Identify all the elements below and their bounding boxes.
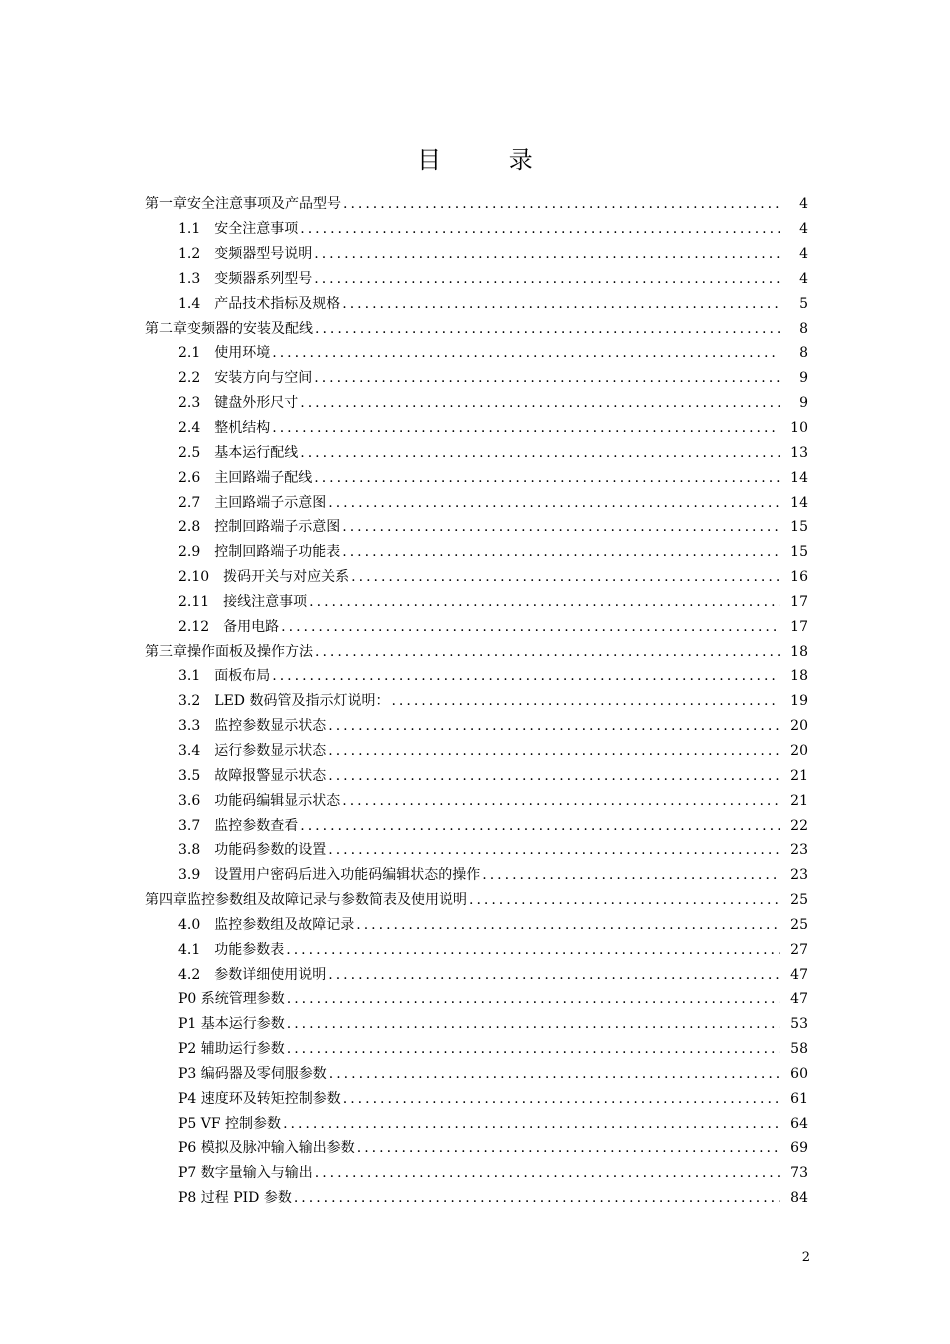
toc-entry-title: P4 速度环及转矩控制参数	[178, 1090, 341, 1107]
toc-entry-page: 69	[790, 1140, 808, 1157]
toc-entry-title: 主回路端子配线	[214, 469, 313, 486]
toc-entry-page: 21	[790, 792, 808, 809]
toc-entry-title: 安全注意事项	[214, 221, 299, 238]
toc-entry-number: 2.1	[178, 345, 201, 362]
toc-entry-label	[178, 817, 298, 835]
toc-dot-leader	[314, 270, 780, 288]
toc-section-entry[interactable]	[145, 465, 808, 490]
toc-entry-page: 18	[790, 668, 808, 685]
toc-entry-number: 2.12	[178, 618, 210, 635]
toc-dot-leader	[469, 891, 780, 909]
toc-dot-leader	[281, 618, 780, 636]
toc-dot-leader	[314, 245, 780, 263]
toc-entry-page: 4	[799, 196, 808, 213]
toc-entry-page: 25	[790, 916, 808, 933]
toc-dot-leader	[287, 1015, 780, 1033]
toc-entry-page: 16	[790, 569, 808, 586]
toc-entry-number: 3.2	[178, 693, 201, 710]
toc-entry-title: 第四章监控参数组及故障记录与参数简表及使用说明	[145, 892, 467, 909]
toc-entry-title: 功能码编辑显示状态	[214, 792, 341, 809]
toc-section-entry[interactable]	[145, 763, 808, 788]
toc-entry-page: 58	[790, 1041, 808, 1058]
toc-entry-title: 键盘外形尺寸	[214, 395, 299, 412]
page-title: 目 录	[417, 146, 563, 174]
toc-entry-number: 4.0	[178, 916, 201, 933]
toc-entry-label	[178, 866, 480, 884]
toc-entry-label	[178, 767, 326, 785]
toc-entry-number: 4.2	[178, 966, 201, 983]
toc-dot-leader	[300, 817, 780, 835]
toc-entry-page: 5	[799, 295, 808, 312]
toc-entry-number: 4.1	[178, 941, 201, 958]
toc-section-entry[interactable]	[145, 1161, 808, 1186]
toc-entry-label	[178, 990, 285, 1008]
toc-entry-title: 监控参数查看	[214, 817, 299, 834]
toc-entry-number: 2.9	[178, 544, 201, 561]
toc-entry-page: 15	[790, 544, 808, 561]
toc-entry-label	[178, 369, 312, 387]
toc-entry-page: 64	[790, 1115, 808, 1132]
toc-entry-title: P5 VF 控制参数	[178, 1115, 282, 1132]
toc-section-entry[interactable]	[145, 614, 808, 639]
toc-entry-title: 整机结构	[214, 420, 271, 437]
toc-entry-label	[178, 1090, 341, 1108]
toc-entry-label	[178, 1040, 285, 1058]
toc-section-entry[interactable]	[145, 1186, 808, 1211]
toc-entry-page: 4	[799, 221, 808, 238]
toc-dot-leader	[315, 643, 780, 661]
toc-entry-label	[178, 518, 340, 536]
toc-entry-label	[178, 1189, 292, 1207]
toc-dot-leader	[272, 344, 780, 362]
toc-entry-number: 3.1	[178, 668, 201, 685]
toc-entry-page: 53	[790, 1016, 808, 1033]
toc-dot-leader	[328, 767, 780, 785]
toc-entry-page: 17	[790, 618, 808, 635]
toc-dot-leader	[357, 1139, 780, 1157]
toc-entry-label	[178, 717, 326, 735]
toc-section-entry[interactable]	[145, 440, 808, 465]
toc-entry-label	[178, 966, 326, 984]
toc-entry-page: 47	[790, 991, 808, 1008]
toc-section-entry[interactable]	[145, 565, 808, 590]
toc-entry-title: 监控参数组及故障记录	[214, 916, 355, 933]
toc-entry-page: 9	[799, 395, 808, 412]
toc-entry-page: 13	[790, 444, 808, 461]
toc-entry-label	[178, 618, 279, 636]
toc-entry-title: 变频器型号说明	[214, 246, 313, 263]
toc-section-entry[interactable]	[145, 1037, 808, 1062]
toc-entry-number: 2.5	[178, 444, 201, 461]
toc-entry-title: 设置用户密码后进入功能码编辑状态的操作	[214, 867, 481, 884]
toc-dot-leader	[342, 295, 780, 313]
toc-dot-leader	[328, 966, 780, 984]
table-of-contents	[145, 192, 808, 1211]
toc-dot-leader	[328, 841, 780, 859]
toc-entry-number: 2.2	[178, 370, 201, 387]
toc-dot-leader	[391, 692, 780, 710]
toc-entry-title: P1 基本运行参数	[178, 1016, 285, 1033]
toc-section-entry[interactable]	[145, 838, 808, 863]
toc-section-entry[interactable]	[145, 540, 808, 565]
toc-entry-title: 参数详细使用说明	[214, 966, 327, 983]
toc-entry-title: 监控参数显示状态	[214, 718, 327, 735]
toc-entry-title: P3 编码器及零伺服参数	[178, 1065, 327, 1082]
toc-entry-label	[178, 494, 326, 512]
toc-entry-page: 10	[790, 420, 808, 437]
toc-entry-label	[178, 245, 312, 263]
toc-entry-number: 2.6	[178, 469, 201, 486]
toc-entry-label	[178, 1164, 313, 1182]
toc-section-entry[interactable]	[145, 739, 808, 764]
toc-dot-leader	[328, 494, 780, 512]
toc-entry-title: 产品技术指标及规格	[214, 295, 341, 312]
toc-entry-label	[178, 841, 326, 859]
toc-entry-page: 20	[790, 742, 808, 759]
toc-dot-leader	[287, 990, 780, 1008]
toc-section-entry[interactable]	[145, 242, 808, 267]
toc-entry-number: 3.8	[178, 842, 201, 859]
toc-entry-page: 14	[790, 494, 808, 511]
toc-section-entry[interactable]	[145, 912, 808, 937]
toc-entry-label	[145, 320, 313, 338]
toc-section-entry[interactable]	[145, 291, 808, 316]
toc-section-entry[interactable]	[145, 1111, 808, 1136]
toc-dot-leader	[329, 1065, 780, 1083]
toc-entry-number: 3.5	[178, 767, 201, 784]
toc-entry-label	[178, 1139, 355, 1157]
toc-entry-label	[178, 1115, 281, 1133]
toc-dot-leader	[287, 1040, 780, 1058]
toc-entry-number: 3.9	[178, 867, 201, 884]
toc-entry-page: 18	[790, 643, 808, 660]
toc-dot-leader	[328, 717, 780, 735]
toc-entry-label	[178, 667, 270, 685]
toc-dot-leader	[343, 195, 780, 213]
toc-entry-page: 19	[790, 693, 808, 710]
toc-section-entry[interactable]	[145, 788, 808, 813]
toc-entry-number: 1.1	[178, 221, 201, 238]
toc-entry-page: 17	[790, 593, 808, 610]
toc-section-entry[interactable]	[145, 1136, 808, 1161]
toc-section-entry[interactable]	[145, 267, 808, 292]
toc-entry-label	[178, 941, 284, 959]
toc-entry-number: 2.3	[178, 395, 201, 412]
toc-dot-leader	[300, 444, 780, 462]
toc-entry-page: 4	[799, 270, 808, 287]
toc-section-entry[interactable]	[145, 366, 808, 391]
toc-section-entry[interactable]	[145, 937, 808, 962]
toc-entry-page: 73	[790, 1165, 808, 1182]
toc-entry-title: 故障报警显示状态	[214, 767, 327, 784]
toc-section-entry[interactable]	[145, 962, 808, 987]
toc-section-entry[interactable]	[145, 813, 808, 838]
toc-entry-title: 第三章操作面板及操作方法	[145, 643, 313, 660]
toc-entry-title: 使用环境	[214, 345, 271, 362]
toc-entry-number: 2.10	[178, 569, 210, 586]
toc-entry-title: 安装方向与空间	[214, 370, 313, 387]
toc-entry-number: 2.7	[178, 494, 201, 511]
toc-section-entry[interactable]	[145, 863, 808, 888]
toc-entry-page: 22	[790, 817, 808, 834]
toc-entry-title: 功能参数表	[214, 941, 285, 958]
toc-dot-leader	[342, 543, 780, 561]
toc-entry-label	[145, 195, 341, 213]
toc-entry-title: 主回路端子示意图	[214, 494, 327, 511]
toc-section-entry[interactable]	[145, 341, 808, 366]
toc-dot-leader	[314, 469, 780, 487]
toc-section-entry[interactable]	[145, 664, 808, 689]
toc-section-entry[interactable]	[145, 416, 808, 441]
toc-section-entry[interactable]	[145, 391, 808, 416]
toc-dot-leader	[283, 1115, 780, 1133]
toc-dot-leader	[328, 742, 780, 760]
toc-section-entry[interactable]	[145, 590, 808, 615]
toc-entry-label	[145, 643, 313, 661]
toc-dot-leader	[351, 568, 780, 586]
toc-entry-number: 2.11	[178, 593, 210, 610]
toc-entry-page: 21	[790, 767, 808, 784]
toc-entry-title: 功能码参数的设置	[214, 842, 327, 859]
toc-entry-page: 84	[790, 1190, 808, 1207]
toc-entry-label	[178, 543, 340, 561]
toc-entry-number: 3.4	[178, 742, 201, 759]
toc-entry-label	[145, 891, 467, 909]
toc-dot-leader	[342, 518, 780, 536]
toc-entry-page: 47	[790, 966, 808, 983]
toc-entry-title: P8 过程 PID 参数	[178, 1190, 292, 1207]
toc-entry-title: P6 模拟及脉冲输入输出参数	[178, 1140, 355, 1157]
toc-entry-number: 3.6	[178, 792, 201, 809]
toc-entry-page: 27	[790, 941, 808, 958]
toc-dot-leader	[272, 667, 780, 685]
toc-entry-label	[178, 394, 298, 412]
toc-entry-title: 拨码开关与对应关系	[223, 569, 350, 586]
toc-entry-title: 控制回路端子示意图	[214, 519, 341, 536]
toc-section-entry[interactable]	[145, 714, 808, 739]
toc-dot-leader	[294, 1189, 780, 1207]
toc-entry-label	[178, 270, 312, 288]
toc-entry-page: 14	[790, 469, 808, 486]
toc-dot-leader	[300, 394, 780, 412]
toc-entry-label	[178, 742, 326, 760]
toc-entry-label	[178, 220, 298, 238]
toc-dot-leader	[482, 866, 780, 884]
toc-entry-page: 61	[790, 1090, 808, 1107]
toc-entry-title: 运行参数显示状态	[214, 742, 327, 759]
page-number: 2	[801, 1250, 810, 1265]
toc-entry-label	[178, 692, 389, 710]
toc-dot-leader	[272, 419, 780, 437]
toc-entry-title: P2 辅助运行参数	[178, 1041, 285, 1058]
toc-section-entry[interactable]	[145, 490, 808, 515]
toc-entry-title: 基本运行配线	[214, 444, 299, 461]
toc-entry-number: 1.4	[178, 295, 201, 312]
toc-dot-leader	[315, 1164, 780, 1182]
toc-dot-leader	[314, 369, 780, 387]
toc-entry-title: 面板布局	[214, 668, 271, 685]
toc-chapter-entry[interactable]	[145, 888, 808, 913]
toc-entry-label	[178, 419, 270, 437]
toc-entry-page: 23	[790, 842, 808, 859]
toc-entry-title: 控制回路端子功能表	[214, 544, 341, 561]
toc-entry-label	[178, 469, 312, 487]
toc-chapter-entry[interactable]	[145, 316, 808, 341]
toc-entry-label	[178, 1015, 285, 1033]
toc-section-entry[interactable]	[145, 1062, 808, 1087]
toc-entry-title: P7 数字量输入与输出	[178, 1165, 313, 1182]
toc-entry-page: 25	[790, 892, 808, 909]
toc-dot-leader	[342, 792, 780, 810]
toc-section-entry[interactable]	[145, 1086, 808, 1111]
toc-dot-leader	[356, 916, 780, 934]
toc-entry-title: 第二章变频器的安装及配线	[145, 320, 313, 337]
toc-entry-title: LED 数码管及指示灯说明：	[214, 693, 390, 710]
toc-entry-page: 8	[799, 345, 808, 362]
toc-entry-page: 15	[790, 519, 808, 536]
toc-entry-page: 20	[790, 718, 808, 735]
toc-entry-page: 8	[799, 320, 808, 337]
toc-dot-leader	[309, 593, 780, 611]
toc-entry-label	[178, 1065, 327, 1083]
toc-dot-leader	[315, 320, 780, 338]
toc-dot-leader	[343, 1090, 780, 1108]
toc-entry-label	[178, 295, 340, 313]
toc-entry-title: 备用电路	[223, 618, 280, 635]
toc-dot-leader	[286, 941, 780, 959]
toc-section-entry[interactable]	[145, 1012, 808, 1037]
toc-entry-page: 9	[799, 370, 808, 387]
toc-entry-title: 第一章安全注意事项及产品型号	[145, 196, 341, 213]
toc-entry-label	[178, 792, 340, 810]
toc-entry-page: 4	[799, 246, 808, 263]
toc-section-entry[interactable]	[145, 689, 808, 714]
toc-chapter-entry[interactable]	[145, 192, 808, 217]
toc-entry-number: 1.3	[178, 270, 201, 287]
toc-section-entry[interactable]	[145, 987, 808, 1012]
toc-entry-number: 3.3	[178, 718, 201, 735]
toc-entry-label	[178, 568, 349, 586]
toc-entry-title: 接线注意事项	[223, 593, 308, 610]
toc-entry-page: 23	[790, 867, 808, 884]
toc-entry-label	[178, 916, 354, 934]
toc-dot-leader	[300, 220, 780, 238]
toc-entry-label	[178, 444, 298, 462]
toc-entry-title: P0 系统管理参数	[178, 991, 285, 1008]
toc-entry-page: 60	[790, 1065, 808, 1082]
toc-entry-number: 2.8	[178, 519, 201, 536]
toc-section-entry[interactable]	[145, 515, 808, 540]
toc-entry-number: 3.7	[178, 817, 201, 834]
toc-entry-title: 变频器系列型号	[214, 270, 313, 287]
toc-entry-number: 1.2	[178, 246, 201, 263]
toc-entry-label	[178, 593, 307, 611]
toc-section-entry[interactable]	[145, 217, 808, 242]
toc-entry-number: 2.4	[178, 420, 201, 437]
toc-chapter-entry[interactable]	[145, 639, 808, 664]
toc-entry-label	[178, 344, 270, 362]
